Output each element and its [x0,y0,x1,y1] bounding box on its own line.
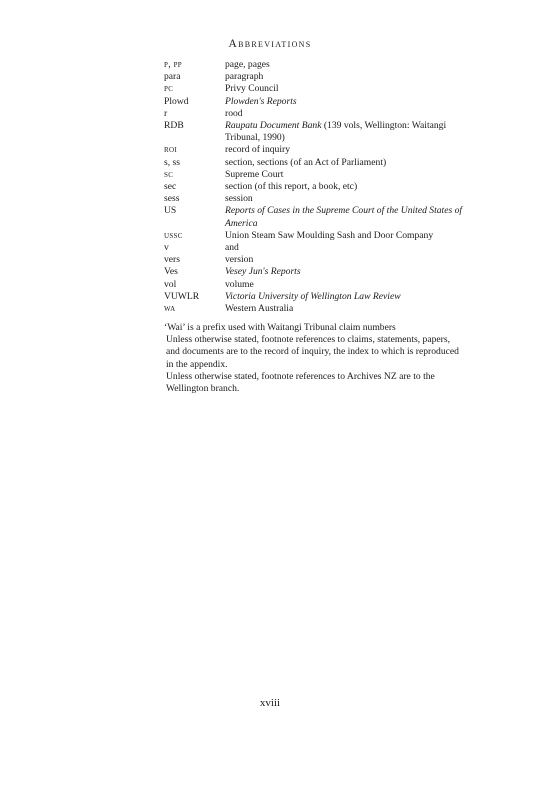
abbreviation-row [164,193,464,205]
abbreviation-term: Plowd [164,95,189,107]
abbreviation-row [164,169,464,181]
note-wai-prefix: ‘Wai’ is a prefix used with Waitangi Tribunal claim numbers [164,322,396,333]
abbreviation-definition: paragraph [225,71,264,83]
abbreviation-definition: Plowden's Reports [225,95,297,107]
abbreviation-term: vol [164,278,177,290]
abbreviation-term: v [164,242,169,254]
abbreviation-row [164,71,464,83]
abbreviation-term: ussc [164,229,183,241]
abbreviation-term: roi [164,144,177,156]
abbreviation-definition [225,120,464,144]
abbreviation-definition: record of inquiry [225,144,291,156]
abbreviation-row [164,205,464,229]
abbreviation-term: vers [164,254,180,266]
abbreviation-term: para [164,71,181,83]
abbreviation-definition: Supreme Court [225,168,284,180]
abbreviation-term: wa [164,303,176,315]
abbreviation-definition: section (of this report, a book, etc) [225,181,358,193]
abbreviation-row [164,59,464,71]
definition-rest: (139 vols, Wellington: Waitangi Tribunal, 1990) [225,120,447,144]
abbreviation-definition: Reports of Cases in the Supreme Court of the United States of America [225,205,463,229]
abbreviation-row [164,242,464,254]
definition-italic-part: Raupatu Document Bank [225,120,322,132]
abbreviation-term: VUWLR [164,290,200,302]
abbreviation-row [164,108,464,120]
abbreviation-row [164,291,464,303]
abbreviation-term: s, ss [164,156,180,168]
abbreviation-definition: Union Steam Saw Moulding Sash and Door Company [225,229,434,241]
abbreviation-term: r [164,107,168,119]
note-archives-nz: Unless otherwise stated, footnote references to Archives NZ are to the Wellington branch. [166,370,435,395]
abbreviation-term: RDB [164,120,184,132]
abbreviation-row [164,266,464,278]
abbreviation-term: sec [164,181,177,193]
abbreviation-definition: session [225,193,253,205]
abbreviation-definition: Western Australia [225,303,294,315]
abbreviation-term: p, pp [164,59,182,70]
abbreviation-definition: volume [225,278,254,290]
abbreviation-term: sess [164,193,180,205]
abbreviation-definition: page, pages [225,59,270,70]
page-title: Abbreviations [228,38,312,50]
abbreviation-row [164,279,464,291]
abbreviation-row [164,96,464,108]
abbreviation-row [164,254,464,266]
abbreviations-list [164,59,464,315]
abbreviation-row [164,303,464,315]
notes-section [164,322,464,395]
abbreviation-term: sc [164,168,174,180]
note-footnote-references: Unless otherwise stated, footnote references to claims, statements, papers, and documents are to the record of inquiry, the index to which is reproduced in the appendix. [166,334,459,370]
abbreviation-row [164,144,464,156]
abbreviation-row [164,83,464,95]
abbreviation-definition: version [225,254,254,266]
abbreviation-definition: Victoria University of Wellington Law Review [225,290,401,302]
abbreviation-row [164,230,464,242]
abbreviation-definition: Privy Council [225,83,279,95]
abbreviation-definition: and [225,242,239,254]
abbreviation-definition: rood [225,107,243,119]
abbreviation-term: US [164,205,177,217]
abbreviation-term: pc [164,83,174,95]
abbreviation-definition: Vesey Jun's Reports [225,266,301,278]
abbreviation-row [164,181,464,193]
abbreviation-row [164,157,464,169]
abbreviation-row [164,120,464,144]
page-number: xviii [259,697,281,709]
abbreviation-term: Ves [164,266,178,278]
abbreviation-definition: section, sections (of an Act of Parliament) [225,156,387,168]
